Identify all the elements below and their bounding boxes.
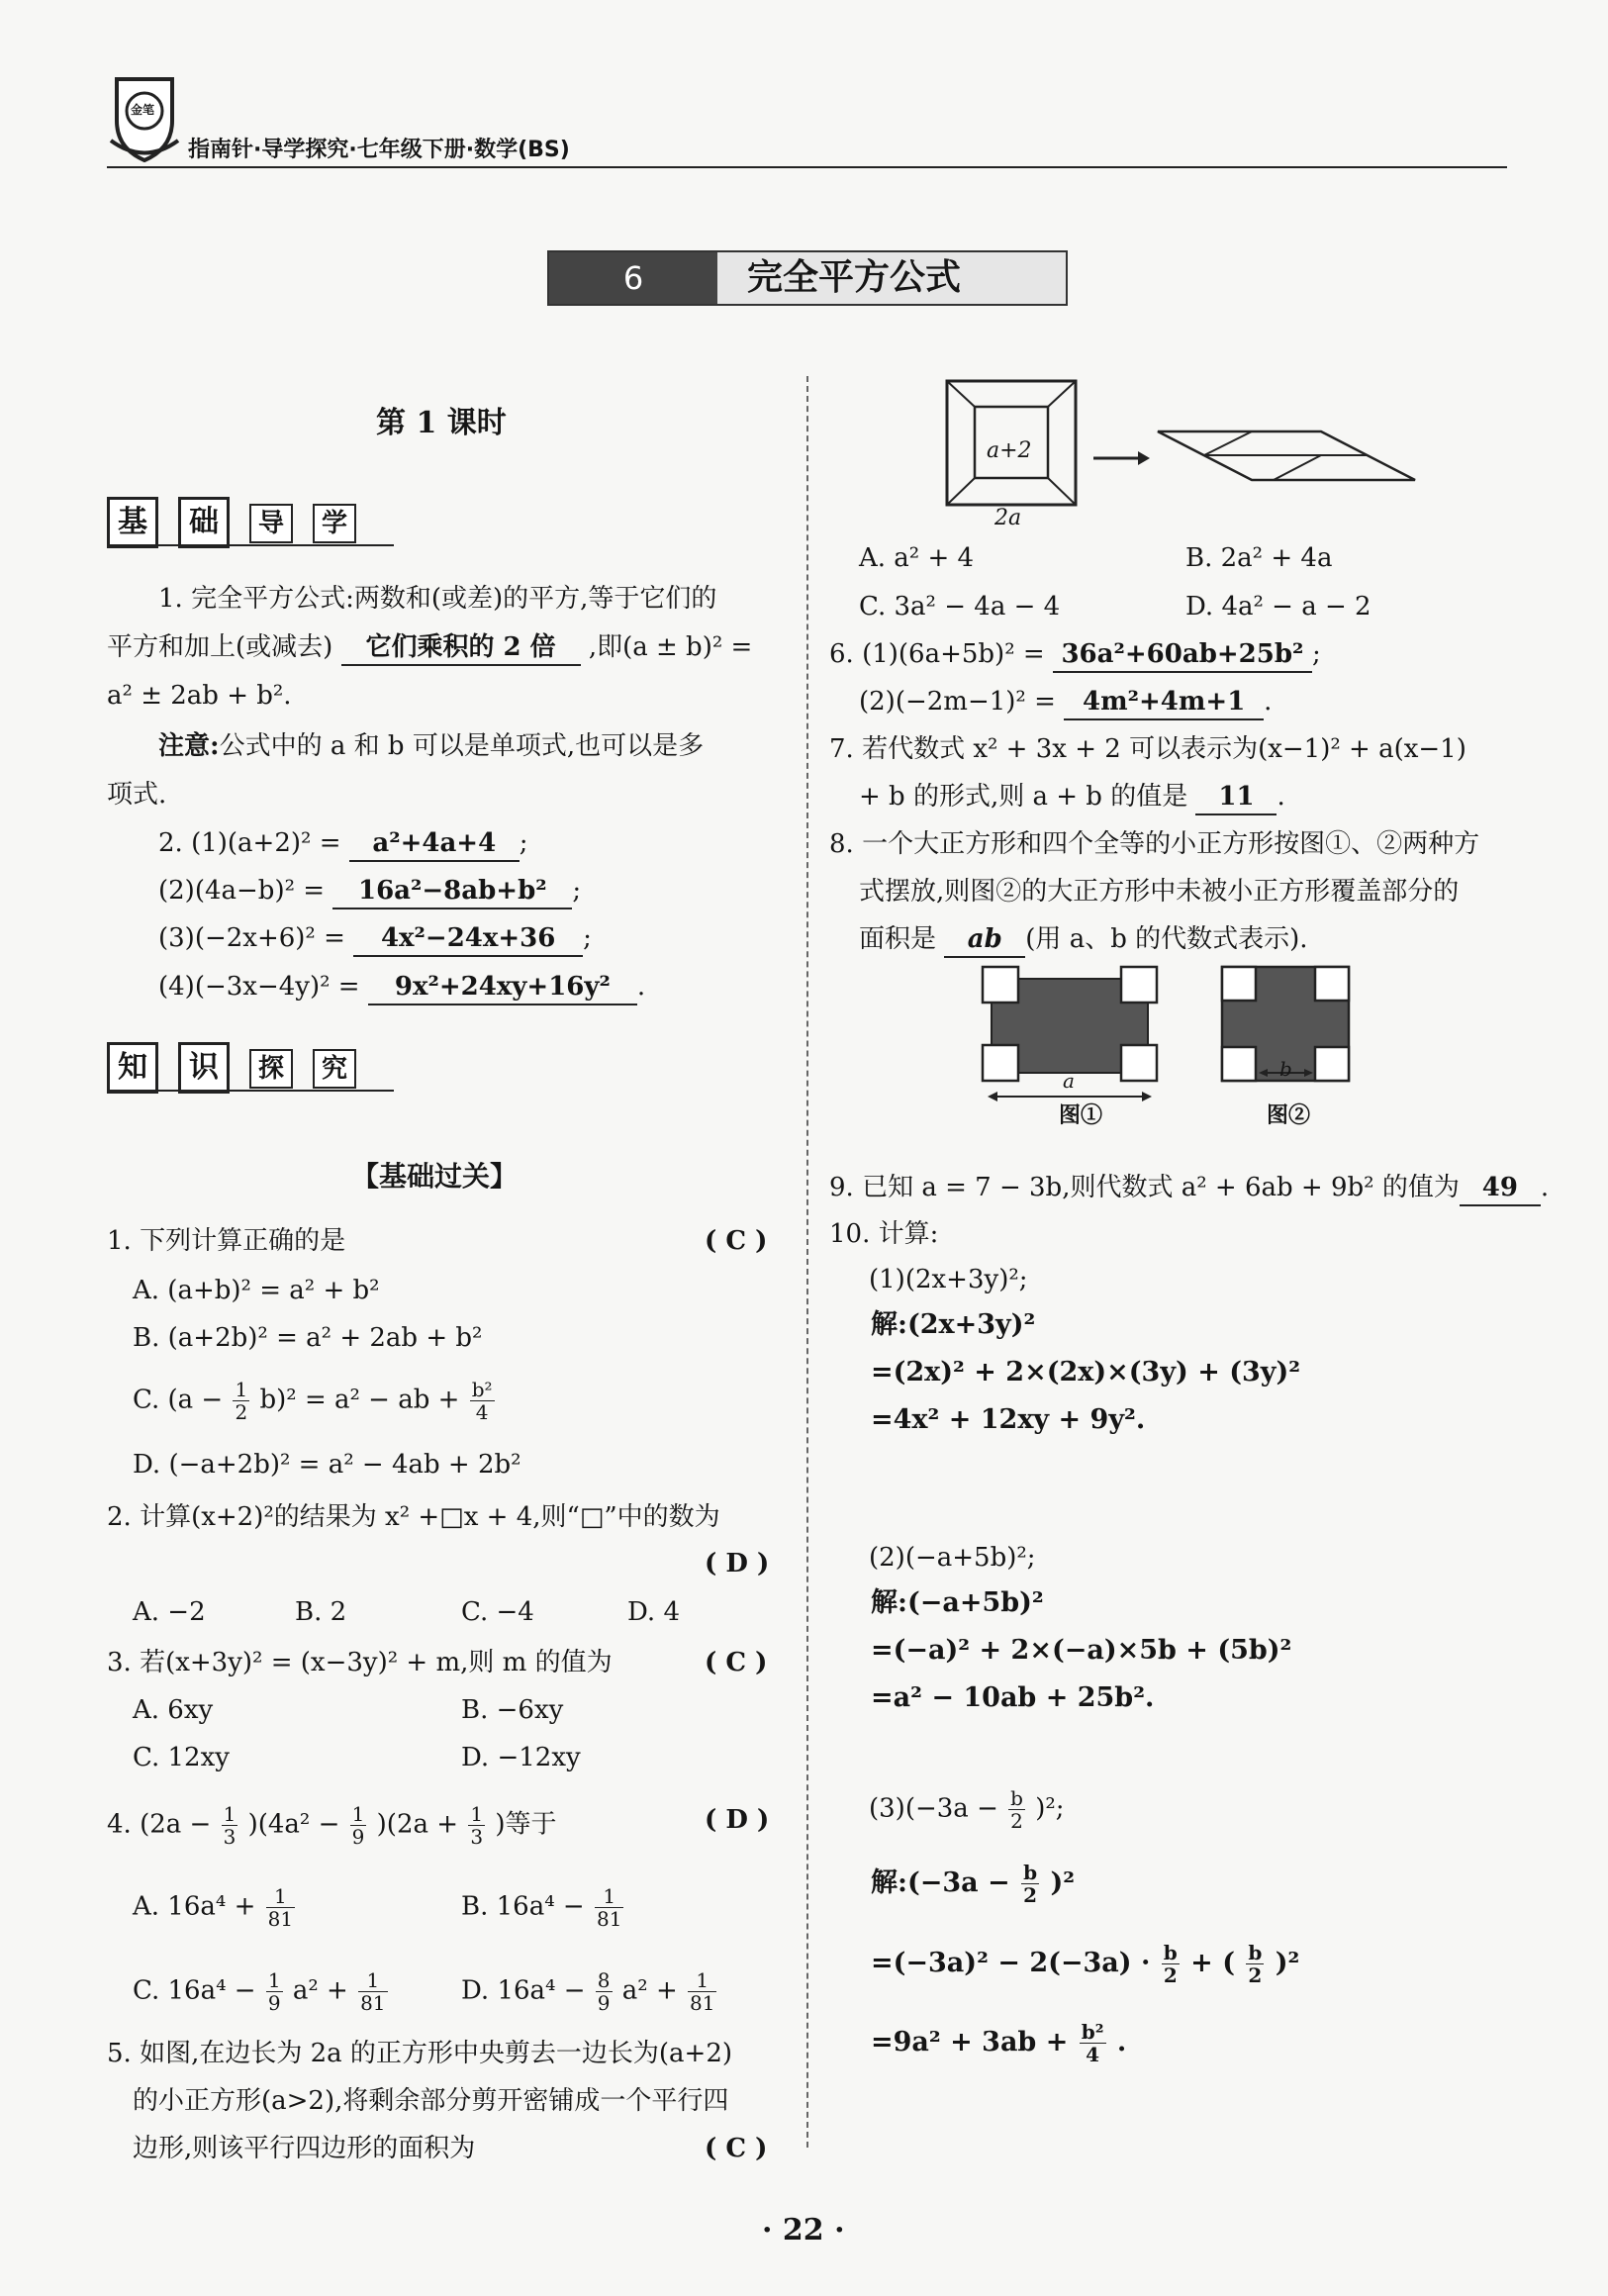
q8-post: (用 a、b 的代数式表示). xyxy=(1025,924,1308,954)
q5-line3: 边形,则该平行四边形的面积为 xyxy=(133,2134,476,2163)
tab-char-4: 学 xyxy=(313,504,356,543)
q4-a-frac xyxy=(266,1885,295,1930)
basic-q2-1-answer: a²+4a+4 xyxy=(349,826,520,862)
q8-figures xyxy=(980,964,1375,1128)
q4-frac1-den: 3 xyxy=(223,1825,236,1849)
q2-option-b: B. 2 xyxy=(295,1597,347,1627)
q4-c-frac2 xyxy=(358,1969,387,2014)
basic-q2-2-end: ; xyxy=(572,876,582,906)
q9-end: . xyxy=(1540,1173,1550,1202)
section-basic-guide xyxy=(107,497,376,548)
q6-1-end: ; xyxy=(1311,639,1321,669)
note-text: 公式中的 a 和 b 可以是单项式,也可以是多 xyxy=(219,731,705,761)
q4-frac3-num: 1 xyxy=(470,1802,484,1826)
q3-option-c: C. 12xy xyxy=(133,1743,230,1772)
logo xyxy=(107,71,182,162)
q10-stem: 10. 计算: xyxy=(829,1219,939,1249)
q9-answer: 49 xyxy=(1460,1171,1541,1206)
chapter-title: 完全平方公式 xyxy=(747,257,962,298)
q10-3-question xyxy=(869,1787,1065,1832)
q10-1-solution-2: =(2x)² + 2×(2x)×(3y) + (3y)² xyxy=(871,1357,1301,1387)
q4-stem-post: )等于 xyxy=(495,1809,557,1840)
q3-option-b: B. −6xy xyxy=(461,1695,564,1725)
q4-c-frac1-num: 1 xyxy=(267,1968,281,1992)
tab-char-5: 知 xyxy=(107,1042,158,1094)
q10-2-solution-3: =a² − 10ab + 25b². xyxy=(871,1682,1155,1713)
q10-2-solution-2: =(−a)² + 2×(−a)×5b + (5b)² xyxy=(871,1635,1292,1666)
q4-b-pre: B. 16a⁴ − xyxy=(461,1891,585,1922)
q10-3-q-pre: (3)(−3a − xyxy=(869,1793,998,1824)
q10-3-s2-frac1-num: b xyxy=(1163,1941,1178,1964)
q4-frac3-den: 3 xyxy=(470,1825,484,1849)
q10-3-s3-post: . xyxy=(1116,2027,1127,2057)
q10-3-s2-frac1-den: 2 xyxy=(1163,1963,1178,1987)
q4-frac3 xyxy=(468,1803,485,1848)
q4-option-c xyxy=(133,1969,390,2014)
q4-c-frac1-den: 9 xyxy=(267,1991,281,2015)
tab-char-1: 基 xyxy=(107,497,158,548)
q10-3-s2-frac2-num: b xyxy=(1248,1941,1263,1964)
q4-d-frac2-num: 1 xyxy=(688,1969,716,1992)
q7-end: . xyxy=(1277,782,1285,812)
q4-stem-pre: 4. (2a − xyxy=(107,1809,212,1840)
q1-c-frac2-den: 4 xyxy=(475,1400,489,1424)
basic-q1-answer: 它们乘积的 2 倍 xyxy=(341,630,581,666)
q3-answer: ( C ) xyxy=(705,1648,768,1677)
q4-a-frac-num: 1 xyxy=(266,1885,295,1908)
q8-line3 xyxy=(859,922,1308,958)
q2-option-c: C. −4 xyxy=(461,1597,534,1627)
basic-q2-4-answer: 9x²+24xy+16y² xyxy=(368,970,637,1005)
q1-c-frac2-num: b² xyxy=(471,1378,493,1401)
note-line2: 项式. xyxy=(107,780,167,810)
q1-c-pre: C. (a − xyxy=(133,1385,224,1415)
q4-stem-mid1: )(4a² − xyxy=(247,1809,340,1840)
lesson-title: 第 1 课时 xyxy=(376,406,507,440)
q4-d-frac1-den: 9 xyxy=(597,1991,611,2015)
basic-q1-line2 xyxy=(107,630,752,666)
chapter-banner xyxy=(547,250,1068,306)
q4-c-pre: C. 16a⁴ − xyxy=(133,1975,256,2006)
column-divider xyxy=(806,376,808,2148)
q10-3-s3-frac-den: 4 xyxy=(1086,2043,1100,2066)
q10-3-s1-frac-den: 2 xyxy=(1023,1883,1038,1907)
note-label: 注意: xyxy=(158,731,220,761)
q5-line2: 的小正方形(a>2),将剩余部分剪开密铺成一个平行四 xyxy=(133,2086,729,2116)
basic-q2-1 xyxy=(158,826,528,862)
q5-option-b: B. 2a² + 4a xyxy=(1185,543,1333,573)
q10-3-solution-2 xyxy=(871,1942,1299,1986)
basic-q2-3-answer: 4x²−24x+36 xyxy=(353,921,583,957)
q4-c-frac2-num: 1 xyxy=(358,1969,387,1992)
basic-q2-2-answer: 16a²−8ab+b² xyxy=(332,874,572,909)
q3-option-d: D. −12xy xyxy=(461,1743,581,1772)
q7-line2 xyxy=(859,780,1285,815)
basic-q2-3-question: (3)(−2x+6)² = xyxy=(158,923,345,953)
q4-frac2-den: 9 xyxy=(351,1825,365,1849)
q4-frac1 xyxy=(222,1803,238,1848)
q4-frac1-num: 1 xyxy=(223,1802,236,1826)
q5-option-a: A. a² + 4 xyxy=(859,543,975,573)
q10-1-question: (1)(2x+3y)²; xyxy=(869,1265,1028,1294)
basic-q1-line2-post: ,即(a ± b)² = xyxy=(588,632,753,662)
q10-2-solution-1: 解:(−a+5b)² xyxy=(871,1587,1044,1618)
q4-b-frac xyxy=(595,1885,623,1930)
q4-d-pre: D. 16a⁴ − xyxy=(461,1975,586,2006)
q4-a-frac-den: 81 xyxy=(267,1907,294,1931)
q9-pre: 9. 已知 a = 7 − 3b,则代数式 a² + 6ab + 9b² 的值为 xyxy=(829,1173,1460,1202)
q2-answer: ( D ) xyxy=(705,1549,770,1578)
q10-3-s2-frac1 xyxy=(1162,1942,1180,1986)
q5-option-d: D. 4a² − a − 2 xyxy=(1185,592,1372,622)
q4-b-frac-num: 1 xyxy=(595,1885,623,1908)
q1-option-a: A. (a+b)² = a² + b² xyxy=(133,1276,380,1305)
basic-q2-2-question: (2)(4a−b)² = xyxy=(158,876,326,906)
q10-3-q-frac xyxy=(1008,1787,1025,1832)
q4-c-frac1 xyxy=(266,1969,283,2014)
q1-c-frac1 xyxy=(233,1379,249,1423)
basic-q2-2 xyxy=(158,874,581,909)
q4-c-mid: a² + xyxy=(292,1975,348,2006)
q4-frac2-num: 1 xyxy=(351,1802,365,1826)
q10-1-solution-1: 解:(2x+3y)² xyxy=(871,1309,1036,1340)
q4-option-b xyxy=(461,1885,625,1930)
q8-line1: 8. 一个大正方形和四个全等的小正方形按图①、②两种方 xyxy=(829,829,1480,859)
tab-char-2: 础 xyxy=(178,497,230,548)
q5-line1: 5. 如图,在边长为 2a 的正方形中央剪去一边长为(a+2) xyxy=(107,2039,733,2068)
q5-figure xyxy=(945,379,1420,537)
q10-3-s3-frac xyxy=(1080,2021,1106,2065)
q6-2-answer: 4m²+4m+1 xyxy=(1064,685,1264,720)
q8-pre: 面积是 xyxy=(859,924,937,954)
q1-c-frac2 xyxy=(470,1379,495,1423)
basic-q2-3 xyxy=(158,921,592,957)
basic-q1-line3: a² ± 2ab + b². xyxy=(107,681,292,711)
q4-a-pre: A. 16a⁴ + xyxy=(133,1891,256,1922)
q10-3-s3-frac-num: b² xyxy=(1081,2020,1104,2044)
basic-q2-4-question: (4)(−3x−4y)² = xyxy=(158,972,360,1002)
q8-fig2-caption: 图② xyxy=(1267,1102,1311,1128)
basic-q2-4-end: . xyxy=(636,972,646,1002)
q4-stem-mid2: )(2a + xyxy=(376,1809,459,1840)
q10-3-solution-1 xyxy=(871,1862,1075,1906)
chapter-number: 6 xyxy=(549,252,717,304)
basic-q2-4 xyxy=(158,970,645,1005)
q4-frac2 xyxy=(350,1803,367,1848)
q6-1-question: 6. (1)(6a+5b)² = xyxy=(829,639,1045,669)
tab-char-3: 导 xyxy=(249,504,293,543)
q1-option-c xyxy=(133,1379,497,1423)
q7-answer: 11 xyxy=(1195,780,1277,815)
q4-b-frac-den: 81 xyxy=(596,1907,622,1931)
q10-3-s1-pre: 解:(−3a − xyxy=(871,1867,1010,1898)
basic-q2-3-end: ; xyxy=(583,923,592,953)
q10-3-s2-post: )² xyxy=(1275,1948,1300,1978)
q10-3-s2-frac2-den: 2 xyxy=(1248,1963,1263,1987)
q8-fig2-label: b xyxy=(1279,1057,1292,1081)
q6-1-answer: 36a²+60ab+25b² xyxy=(1053,637,1312,673)
sub-title: 【基础过关】 xyxy=(351,1160,519,1193)
page-number: · 22 · xyxy=(762,2213,845,2248)
q10-3-solution-3 xyxy=(871,2021,1126,2065)
q4-option-d xyxy=(461,1969,718,2014)
q10-2-question: (2)(−a+5b)²; xyxy=(869,1543,1036,1573)
q4-d-frac1-num: 8 xyxy=(597,1968,611,1992)
header-rule xyxy=(107,166,1507,168)
q4-option-a xyxy=(133,1885,297,1930)
q8-fig1-caption: 图① xyxy=(1059,1102,1103,1128)
q4-d-mid: a² + xyxy=(621,1975,678,2006)
q6-line1 xyxy=(829,637,1321,673)
q5-option-c: C. 3a² − 4a − 4 xyxy=(859,592,1061,622)
q8-line2: 式摆放,则图②的大正方形中未被小正方形覆盖部分的 xyxy=(859,877,1460,907)
q4-stem xyxy=(107,1803,556,1848)
q5-figure-outer-label: 2a xyxy=(994,506,1022,530)
section-knowledge-explore xyxy=(107,1042,376,1094)
q1-c-frac1-num: 1 xyxy=(235,1378,248,1401)
q1-option-b: B. (a+2b)² = a² + 2ab + b² xyxy=(133,1323,483,1353)
q10-3-s2-mid: + ( xyxy=(1190,1948,1235,1978)
q10-3-s2-frac2 xyxy=(1246,1942,1264,1986)
q8-fig1-label: a xyxy=(1063,1069,1075,1093)
header-series: 指南针·导学探究·七年级下册·数学(BS) xyxy=(188,138,570,162)
q5-answer: ( C ) xyxy=(705,2134,768,2163)
q4-d-frac2 xyxy=(688,1969,716,2014)
q2-stem: 2. 计算(x+2)²的结果为 x² +□x + 4,则“□”中的数为 xyxy=(107,1502,720,1532)
q1-option-d: D. (−a+2b)² = a² − 4ab + 2b² xyxy=(133,1450,521,1480)
q2-option-d: D. 4 xyxy=(627,1597,680,1627)
q3-option-a: A. 6xy xyxy=(133,1695,214,1725)
q4-d-frac2-den: 81 xyxy=(690,1991,715,2015)
q1-answer: ( C ) xyxy=(705,1226,768,1256)
q9 xyxy=(829,1171,1549,1206)
q6-2-question: (2)(−2m−1)² = xyxy=(859,687,1056,717)
q1-c-frac1-den: 2 xyxy=(235,1400,248,1424)
q7-pre: + b 的形式,则 a + b 的值是 xyxy=(859,782,1188,812)
q10-3-s1-frac-num: b xyxy=(1023,1861,1038,1884)
q1-stem: 1. 下列计算正确的是 xyxy=(107,1226,346,1256)
q6-2-end: . xyxy=(1264,687,1273,717)
logo-text: 金笔 xyxy=(131,103,155,117)
q10-3-s2-pre: =(−3a)² − 2(−3a) · xyxy=(871,1948,1151,1978)
q6-line2 xyxy=(859,685,1272,720)
tab-char-8: 究 xyxy=(313,1049,356,1089)
q10-3-s3-pre: =9a² + 3ab + xyxy=(871,2027,1069,2057)
tab-char-7: 探 xyxy=(249,1049,293,1089)
basic-q1-line2-pre: 平方和加上(或减去) xyxy=(107,632,333,662)
q1-c-post: b)² = a² − ab + xyxy=(259,1385,460,1415)
q10-1-solution-3: =4x² + 12xy + 9y². xyxy=(871,1404,1146,1435)
q10-3-q-frac-den: 2 xyxy=(1010,1809,1023,1833)
basic-q2-1-end: ; xyxy=(519,828,528,858)
basic-q2-1-question: 2. (1)(a+2)² = xyxy=(158,828,341,858)
q8-answer: ab xyxy=(944,922,1025,958)
q4-answer: ( D ) xyxy=(705,1805,770,1835)
q10-3-q-post: )²; xyxy=(1035,1793,1065,1824)
tab-char-6: 识 xyxy=(178,1042,230,1094)
note-line1 xyxy=(158,729,704,763)
q5-figure-inner-label: a+2 xyxy=(987,438,1032,463)
q3-stem: 3. 若(x+3y)² = (x−3y)² + m,则 m 的值为 xyxy=(107,1648,613,1677)
q4-d-frac1 xyxy=(596,1969,613,2014)
q10-3-q-frac-num: b xyxy=(1010,1786,1023,1810)
q10-3-s1-frac xyxy=(1021,1862,1039,1906)
q7-line1: 7. 若代数式 x² + 3x + 2 可以表示为(x−1)² + a(x−1) xyxy=(829,734,1466,764)
basic-q1-line1: 1. 完全平方公式:两数和(或差)的平方,等于它们的 xyxy=(158,584,717,614)
q10-3-s1-post: )² xyxy=(1050,1867,1076,1898)
q2-option-a: A. −2 xyxy=(133,1597,206,1627)
q4-c-frac2-den: 81 xyxy=(360,1991,386,2015)
